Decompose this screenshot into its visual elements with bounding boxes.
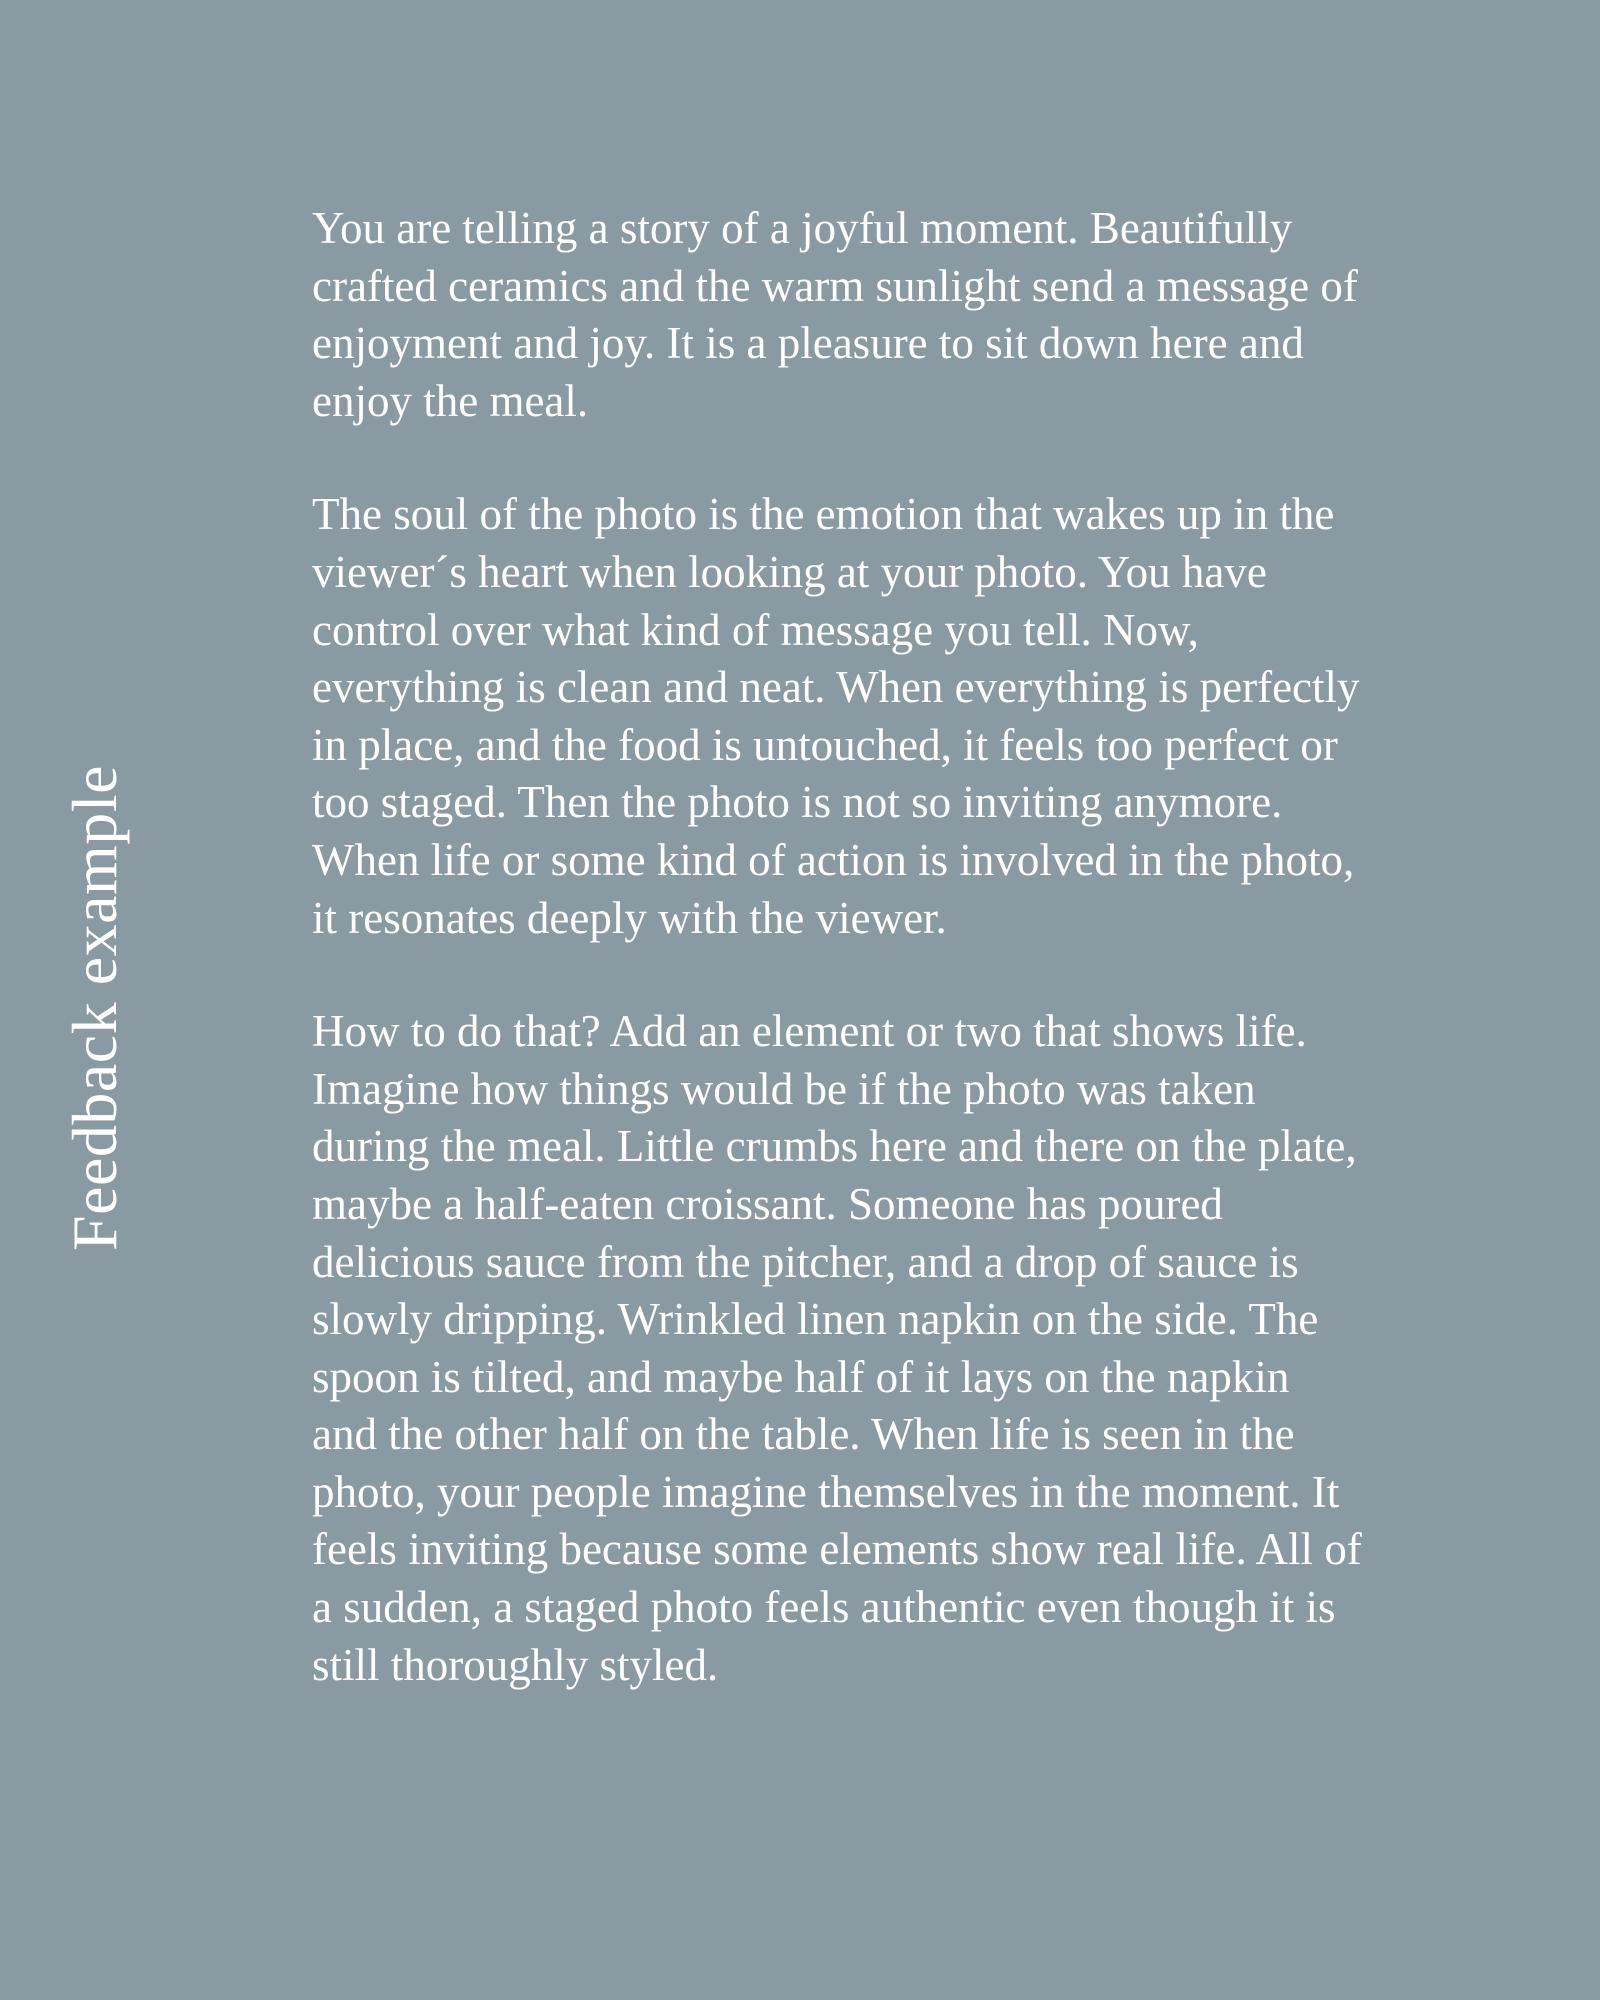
side-title: Feedback example xyxy=(59,765,130,1251)
feedback-body xyxy=(312,200,1362,1694)
paragraph-intro: You are telling a story of a joyful moment. Beautifully crafted ceramics and the warm sunlight send a message of enjoyment and joy. It is a pleasure to sit down here and enjoy the meal. xyxy=(312,203,1358,426)
paragraph-how-to: How to do that? Add an element or two that shows life. Imagine how things would be if the photo was taken during the meal. Little crumbs here and there on the plate, maybe a half-eaten croissant. Someone has poured delicious sauce from the pitcher, and a drop of sauce is slowly dripping. Wrinkled linen napkin on the side. The spoon is tilted, and maybe half of it lays on the napkin and the other half on the table. When life is seen in the photo, your people imagine themselves in the moment. It feels inviting because some elements show real life. All of a sudden, a staged photo feels authentic even though it is still thoroughly styled. xyxy=(312,1006,1362,1690)
paragraph-emotion: The soul of the photo is the emotion that wakes up in the viewer´s heart when looking at your photo. You have control over what kind of message you tell. Now, everything is clean and neat. When everything is perfectly in place, and the food is untouched, it feels too perfect or too staged. Then the photo is not so inviting anymore. When life or some kind of action is involved in the photo, it resonates deeply with the viewer. xyxy=(312,489,1360,943)
